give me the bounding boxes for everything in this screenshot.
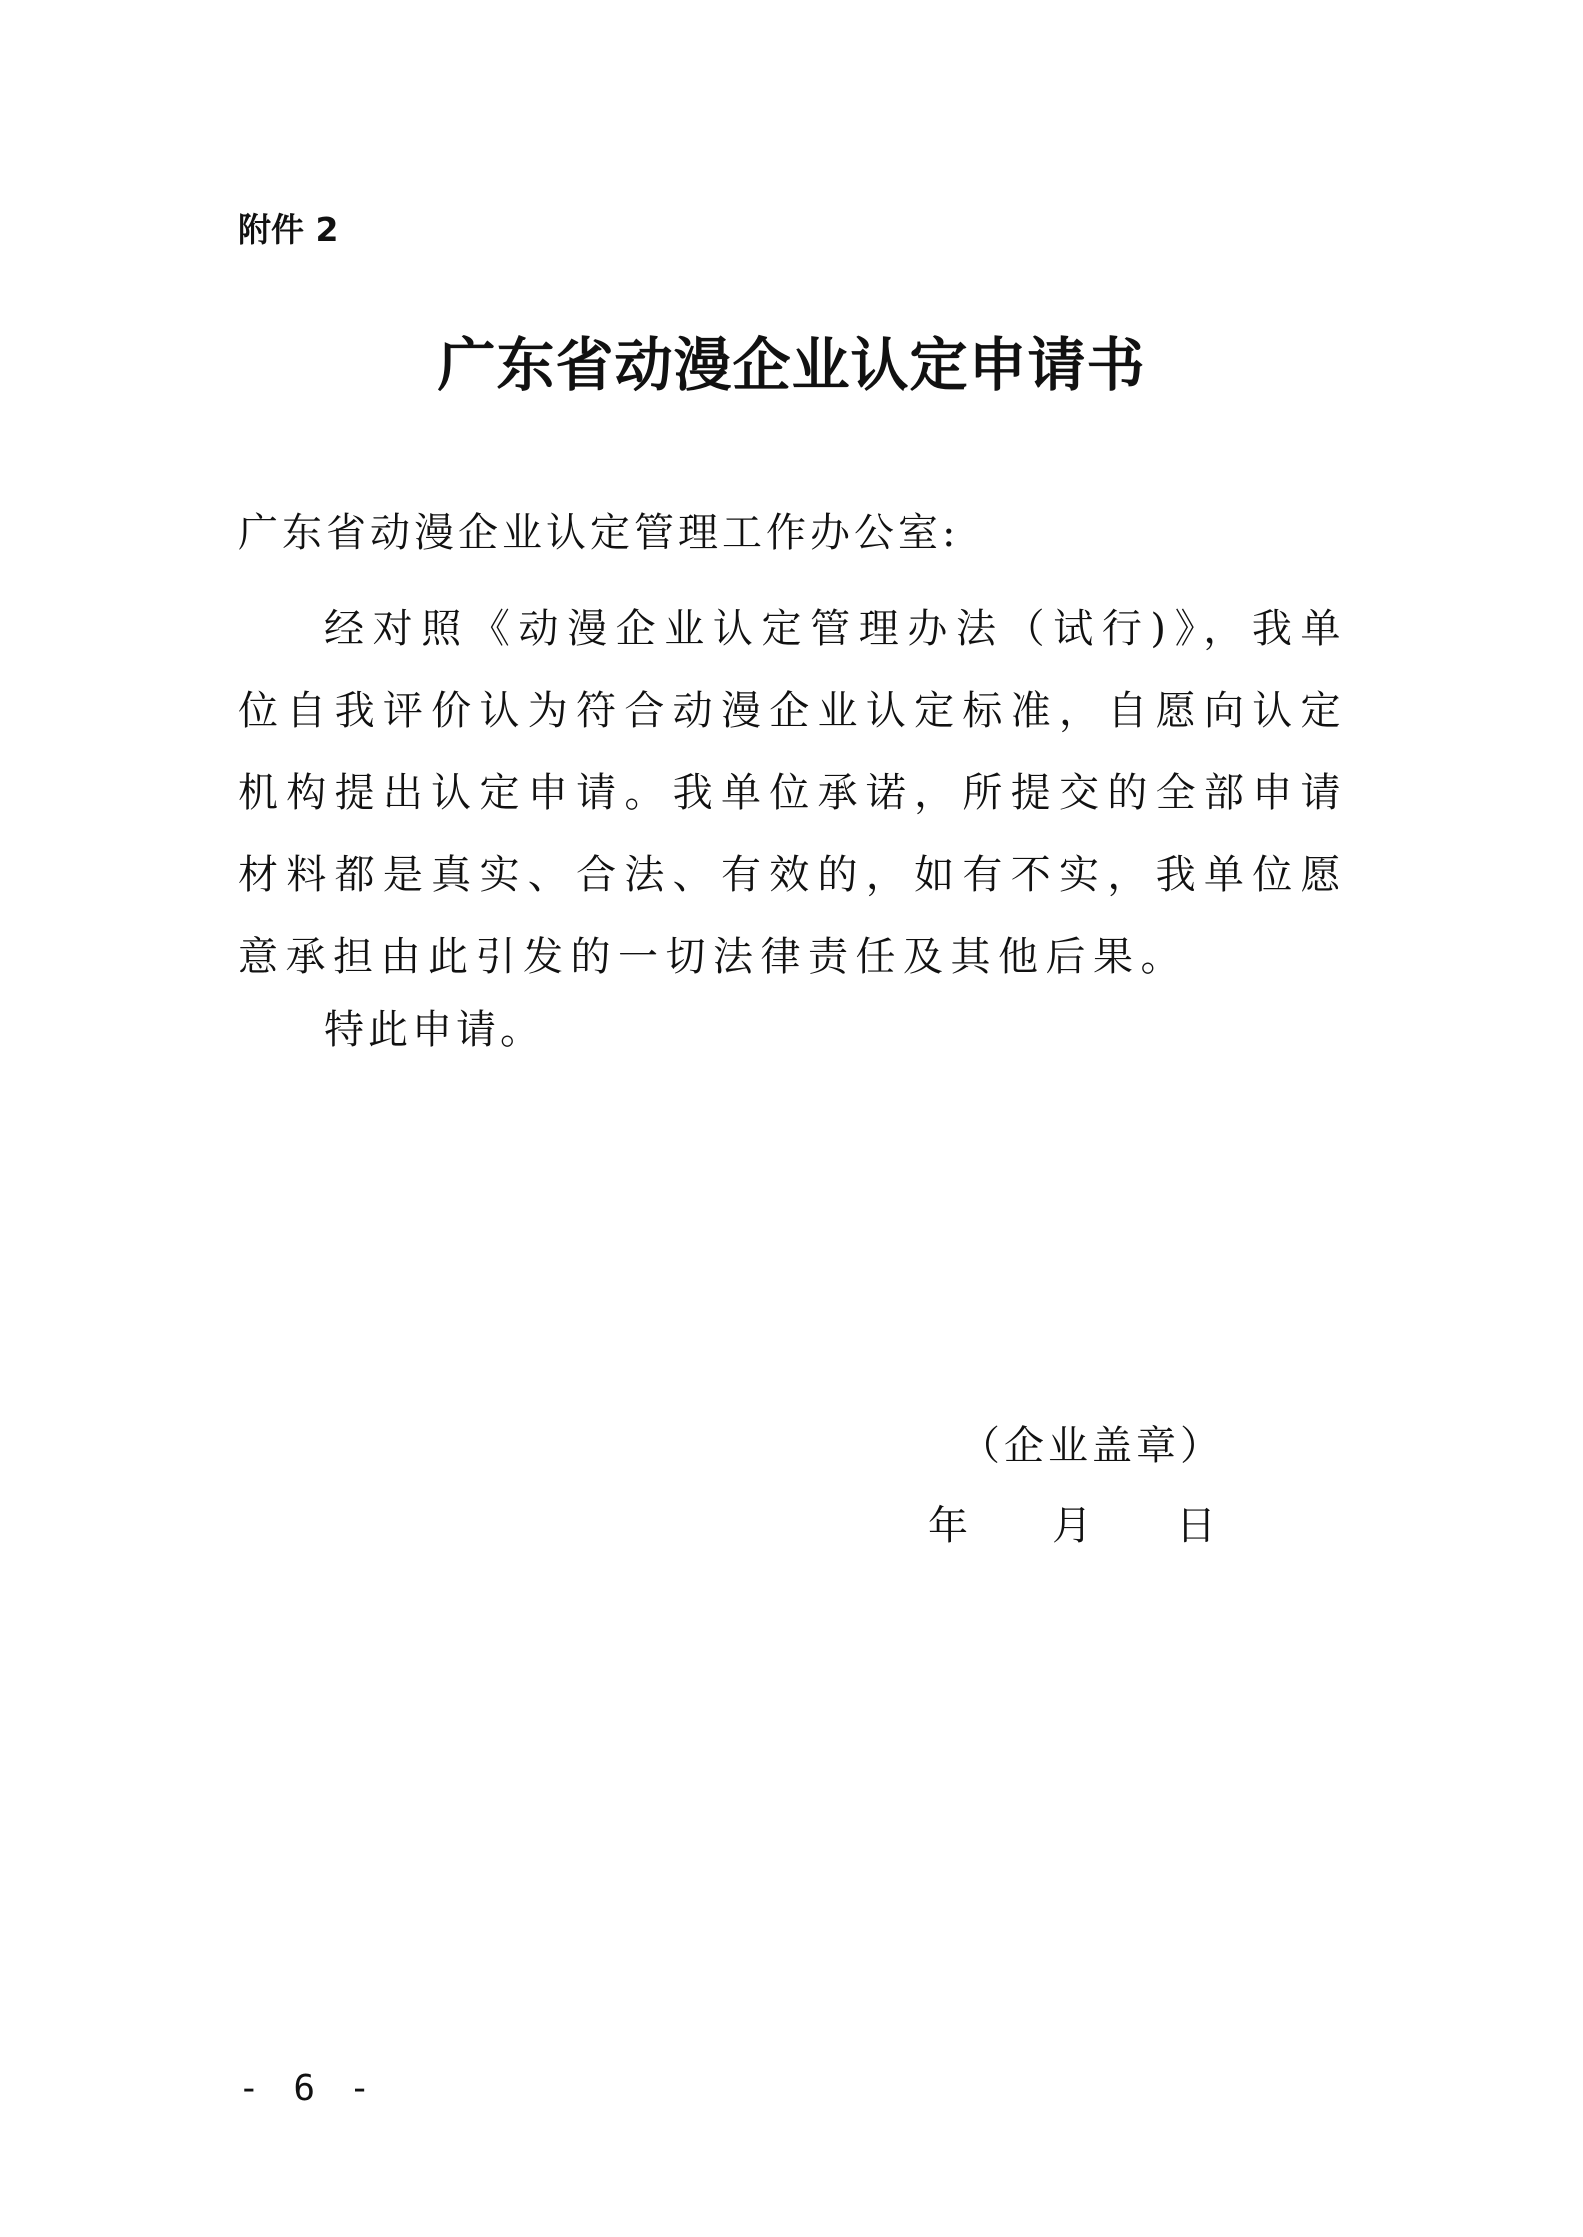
closing-line: 特此申请。: [324, 1007, 544, 1053]
salutation: 广东省动漫企业认定管理工作办公室:: [238, 510, 960, 556]
page-number: - 6 -: [238, 2068, 377, 2109]
attachment-label: 附件 2: [238, 210, 339, 249]
date-line: [928, 1498, 1216, 1554]
body-paragraph: 经对照《动漫企业认定管理办法（试行)》，我单位自我评价认为符合动漫企业认定标准，自愿向认定机构提出认定申请。我单位承诺，所提交的全部申请材料都是真实、合法、有效的，如有不实，我单位愿意承担由此引发的一切法律责任及其他后果。: [238, 606, 1348, 980]
document-title: 广东省动漫企业认定申请书: [437, 331, 1146, 399]
company-seal-label: （企业盖章）: [960, 1423, 1224, 1469]
date-month: 月: [1052, 1503, 1092, 1549]
date-year: 年: [928, 1503, 968, 1549]
date-day: 日: [1176, 1503, 1216, 1549]
